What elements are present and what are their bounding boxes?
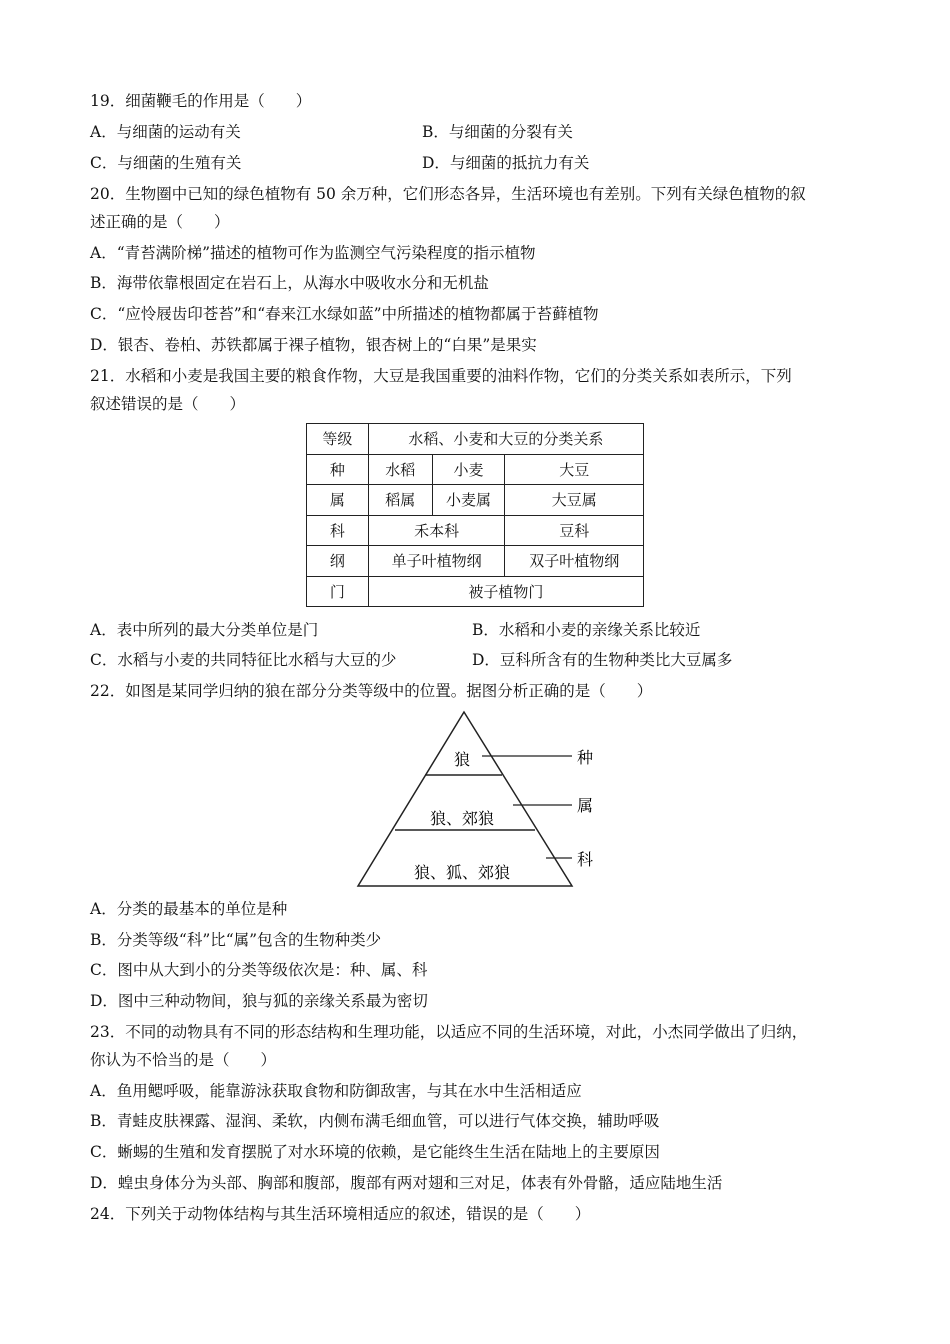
q21-stem-line1: 21．水稻和小麦是我国主要的粮食作物，大豆是我国重要的油料作物，它们的分类关系如表所示，下列 [90, 367, 792, 385]
q20-option-b: B．海带依靠根固定在岩石上，从海水中吸收水分和无机盐 [90, 274, 489, 292]
q24-stem: 24．下列关于动物体结构与其生活环境相适应的叙述，错误的是（ ） [90, 1205, 591, 1223]
q21-option-a: A．表中所列的最大分类单位是门 [90, 621, 319, 639]
q22-option-b: B．分类等级“科”比“属”包含的生物种类少 [90, 931, 382, 949]
q20-option-a: A．“青苔满阶梯”描述的植物可作为监测空气污染程度的指示植物 [90, 244, 536, 262]
table-cell: 大豆属 [505, 485, 644, 516]
table-rank-family: 科 [307, 515, 369, 546]
pyramid-outline [358, 712, 572, 886]
pyramid-middle-label: 狼、郊狼 [429, 809, 495, 828]
q23-stem-line1: 23．不同的动物具有不同的形态结构和生理功能，以适应不同的生活环境，对此，小杰同学做出了归纳， [90, 1023, 808, 1041]
rank-label-genus: 属 [577, 796, 594, 815]
table-rank-class: 纲 [307, 546, 369, 577]
q20-option-d: D．银杏、卷柏、苏铁都属于裸子植物，银杏树上的“白果”是果实 [90, 336, 537, 354]
q20-stem-line2: 述正确的是（ ） [90, 213, 230, 231]
table-cell: 小麦 [432, 454, 505, 485]
q20-stem-line1: 20．生物圈中已知的绿色植物有 50 余万种，它们形态各异，生活环境也有差别。下列有关绿色植物的叙 [90, 185, 806, 203]
q23-stem-line2: 你认为不恰当的是（ ） [90, 1051, 277, 1069]
table-cell: 双子叶植物纲 [505, 546, 644, 577]
table-header-title: 水稻、小麦和大豆的分类关系 [368, 424, 643, 455]
q23-option-c: C．蜥蜴的生殖和发育摆脱了对水环境的依赖，是它能终生生活在陆地上的主要原因 [90, 1143, 660, 1161]
table-header-level: 等级 [307, 424, 369, 455]
q23-option-a: A．鱼用鳃呼吸，能靠游泳获取食物和防御敌害，与其在水中生活相适应 [90, 1082, 582, 1100]
q19-stem: 19．细菌鞭毛的作用是（ ） [90, 92, 312, 110]
table-rank-phylum: 门 [307, 576, 369, 607]
q19-option-d: D．与细菌的抵抗力有关 [422, 154, 590, 172]
table-rank-genus: 属 [307, 485, 369, 516]
pyramid-top-label: 狼 [453, 750, 471, 769]
q21-stem-line2: 叙述错误的是（ ） [90, 395, 246, 413]
q21-option-b: B．水稻和小麦的亲缘关系比较近 [472, 621, 701, 639]
q20-option-c: C．“应怜屐齿印苍苔”和“春来江水绿如蓝”中所描述的植物都属于苔藓植物 [90, 305, 599, 323]
q23-option-d: D．蝗虫身体分为头部、胸部和腹部，腹部有两对翅和三对足，体表有外骨骼，适应陆地生活 [90, 1174, 723, 1192]
table-cell: 被子植物门 [368, 576, 643, 607]
q22-option-a: A．分类的最基本的单位是种 [90, 900, 288, 918]
pyramid-bottom-label: 狼、狐、郊狼 [413, 863, 511, 882]
q19-option-a: A．与细菌的运动有关 [90, 123, 241, 141]
q21-option-c: C．水稻与小麦的共同特征比水稻与大豆的少 [90, 651, 397, 669]
classification-table [306, 423, 644, 607]
q22-stem: 22．如图是某同学归纳的狼在部分分类等级中的位置。据图分析正确的是（ ） [90, 682, 653, 700]
q22-option-c: C．图中从大到小的分类等级依次是：种、属、科 [90, 961, 428, 979]
table-cell: 禾本科 [368, 515, 505, 546]
table-cell: 单子叶植物纲 [368, 546, 505, 577]
table-rank-species: 种 [307, 454, 369, 485]
taxonomy-pyramid-diagram [350, 708, 610, 888]
q23-option-b: B．青蛙皮肤裸露、湿润、柔软，内侧布满毛细血管，可以进行气体交换，辅助呼吸 [90, 1112, 660, 1130]
rank-label-family: 科 [577, 850, 594, 869]
q21-option-d: D．豆科所含有的生物种类比大豆属多 [472, 651, 733, 669]
table-cell: 豆科 [505, 515, 644, 546]
table-cell: 稻属 [368, 485, 432, 516]
table-cell: 大豆 [505, 454, 644, 485]
q19-option-b: B．与细菌的分裂有关 [422, 123, 573, 141]
rank-label-species: 种 [577, 748, 594, 767]
q19-option-c: C．与细菌的生殖有关 [90, 154, 242, 172]
table-cell: 水稻 [368, 454, 432, 485]
q22-option-d: D．图中三种动物间，狼与狐的亲缘关系最为密切 [90, 992, 428, 1010]
table-cell: 小麦属 [432, 485, 505, 516]
